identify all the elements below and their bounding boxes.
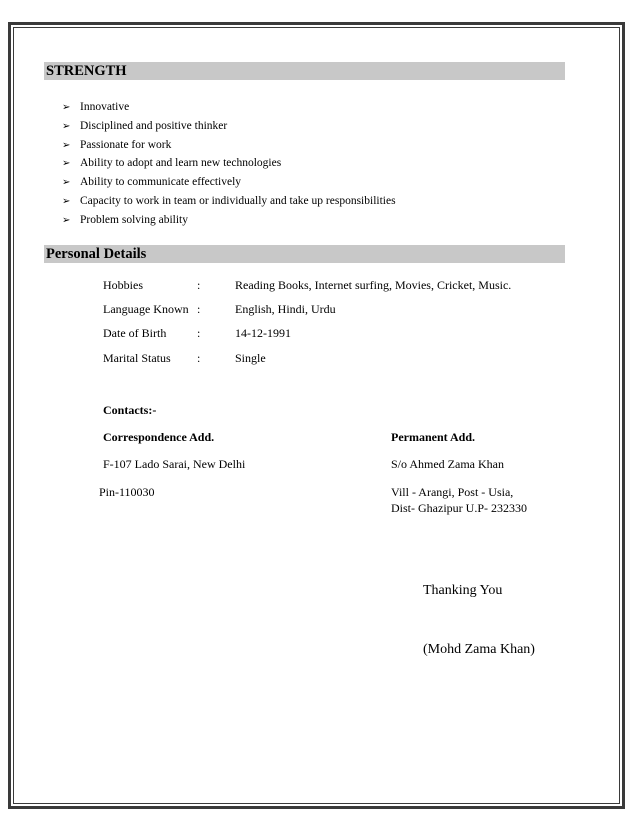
language-label: Language Known — [103, 302, 189, 316]
arrow-bullet-icon: ➢ — [62, 158, 71, 170]
list-item: ➢ Passionate for work — [62, 136, 396, 155]
personal-details-heading: Personal Details — [44, 245, 565, 263]
correspondence-line-1: F-107 Lado Sarai, New Delhi — [103, 457, 246, 471]
permanent-line-1: S/o Ahmed Zama Khan — [391, 457, 504, 471]
arrow-bullet-icon: ➢ — [62, 195, 71, 207]
dob-sep: : — [197, 326, 201, 340]
list-item: ➢ Innovative — [62, 98, 396, 117]
marital-label: Marital Status — [103, 351, 171, 365]
hobbies-sep: : — [197, 278, 201, 292]
list-item: ➢ Ability to communicate effectively — [62, 173, 396, 192]
list-item: ➢ Capacity to work in team or individually and take up responsibilities — [62, 192, 396, 211]
arrow-bullet-icon: ➢ — [62, 102, 71, 113]
arrow-bullet-icon: ➢ — [62, 214, 71, 226]
strength-heading: STRENGTH — [44, 62, 565, 80]
correspondence-heading: Correspondence Add. — [103, 430, 215, 444]
closing-name: (Mohd Zama Khan) — [423, 642, 535, 657]
list-item: ➢ Disciplined and positive thinker — [62, 117, 396, 136]
dob-label: Date of Birth — [103, 326, 167, 340]
contacts-heading: Contacts:- — [103, 403, 157, 417]
arrow-bullet-icon: ➢ — [62, 177, 71, 189]
marital-sep: : — [197, 351, 201, 365]
marital-value: Single — [235, 351, 266, 365]
arrow-bullet-icon: ➢ — [62, 120, 71, 132]
language-value: English, Hindi, Urdu — [235, 302, 336, 316]
closing-thanks: Thanking You — [423, 583, 503, 598]
hobbies-value: Reading Books, Internet surfing, Movies, Cricket, Music. — [235, 278, 512, 292]
hobbies-label: Hobbies — [103, 278, 143, 292]
permanent-heading: Permanent Add. — [391, 430, 475, 444]
list-item: ➢ Problem solving ability — [62, 211, 396, 230]
permanent-line-2: Vill - Arangi, Post - Usia, — [391, 485, 514, 499]
dob-value: 14-12-1991 — [235, 326, 291, 340]
permanent-line-3: Dist- Ghazipur U.P- 232330 — [391, 501, 527, 515]
arrow-bullet-icon: ➢ — [62, 139, 71, 151]
language-sep: : — [197, 302, 201, 316]
list-item: ➢ Ability to adopt and learn new technologies — [62, 154, 396, 173]
correspondence-line-2: Pin-110030 — [99, 485, 155, 499]
strength-list — [62, 98, 396, 230]
